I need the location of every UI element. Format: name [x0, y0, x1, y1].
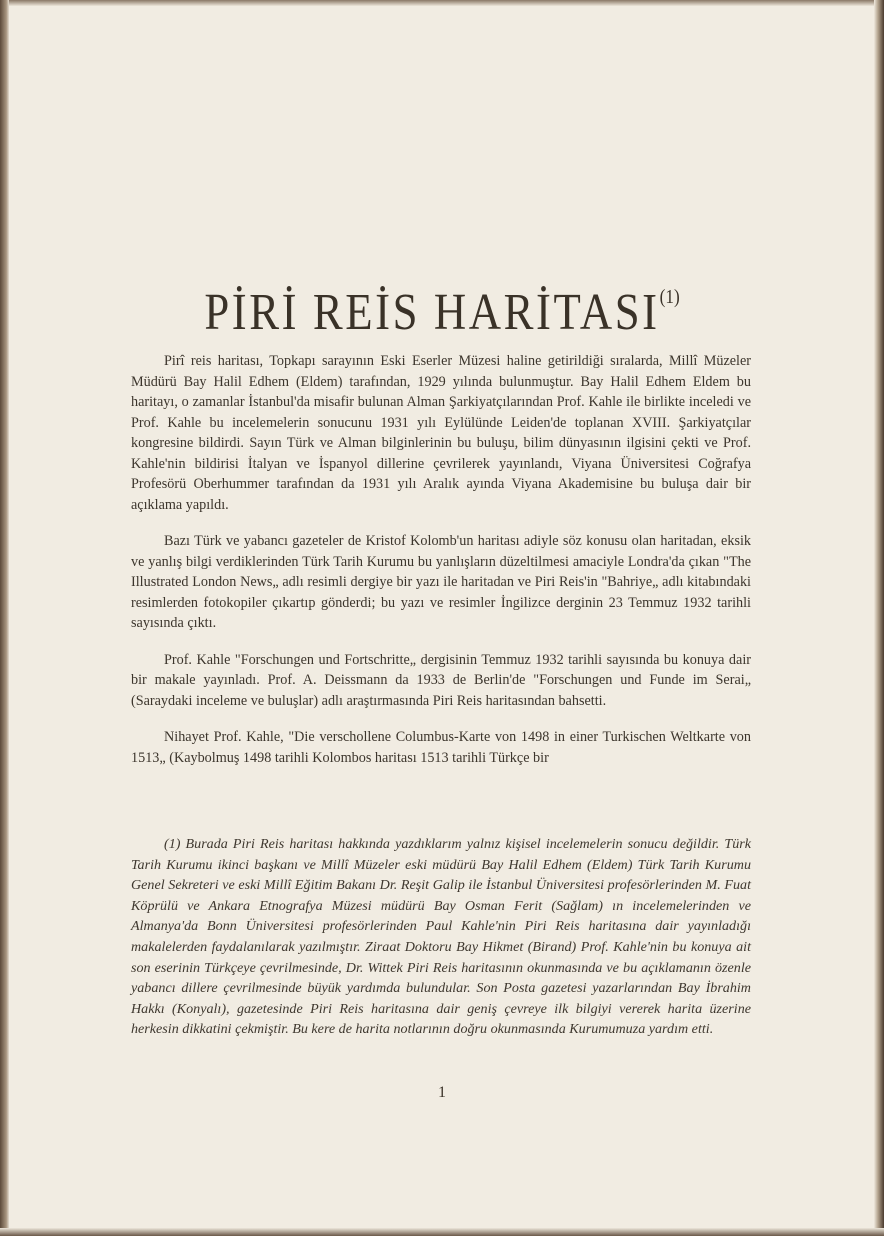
page-top-edge: [0, 0, 884, 6]
title-footnote-mark: (1): [659, 285, 680, 308]
page-right-edge: [874, 0, 884, 1236]
paragraph: Bazı Türk ve yabancı gazeteler de Kristof Kolomb'un haritası adiyle söz konusu olan haritadan, eksik ve yanlış bilgi verdiklerinden Türk Tarih Kurumu bu yanlışların düzeltilmesi amaciyle Londra'da çıkan "The Illustrated London News„ adlı resimli dergiye bir yazı ile haritadan ve Piri Reis'in "Bahriye„ adlı kitabındaki resimlerden fotokopiler çıkartıp gönderdi; bu yazı ve resimler İngilizce derginin 23 Temmuz 1932 tarihli sayısında çıktı.: [131, 533, 751, 631]
body-text: [131, 351, 751, 784]
page-number: 1: [438, 1084, 446, 1101]
paragraph: Pirî reis haritası, Topkapı sarayının Eski Eserler Müzesi haline getirildiği sıralarda, Millî Müzeler Müdürü Bay Halil Edhem (Eldem) tarafından, 1929 yılında bulunmuştur. Bay Halil Edhem Eldem bu haritayı, o zamanlar İstanbul'da misafir bulunan Alman Şarkiyatçılarından Prof. Kahle ile birlikte inceledi ve Prof. Kahle bu incelemelerin sonucunu 1931 yılı Eylülünde Leiden'de toplanan XVIII. Şarkiyatçılar kongresine bildirdi. Sayın Türk ve Alman bilginlerinin bu buluşu, bilim dünyasının ilgisini çekti ve Prof. Kahle'nin bildirisi İtalyan ve İspanyol dillerine çevrilerek yayınlandı, Viyana Üniversitesi Coğrafya Profesörü Oberhummer tarafından da 1931 yılı Aralık ayında Viyana Akademisine bu buluşa dair bir açıklama yapıldı.: [131, 353, 751, 513]
page-title-text: PİRİ REİS HARİTASI: [204, 283, 660, 341]
footnote: [131, 834, 751, 1040]
page-left-edge: [0, 0, 9, 1236]
footnote-text: (1) Burada Piri Reis haritası hakkında yazdıklarım yalnız kişisel incelemelerin sonucu değildir. Türk Tarih Kurumu ikinci başkanı ve Millî Müzeler eski müdürü Bay Halil Edhem (Eldem) Türk Tarih Kurumu Genel Sekreteri ve eski Millî Eğitim Bakanı Dr. Reşit Galip ile İstanbul Üniversitesi profesörlerinden M. Fuat Köprülü ve Ankara Etnografya Müzesi müdürü Bay Osman Ferit (Sağlam) ın incelemelerinden ve Almanya'da Bonn Üniversitesi profesörlerinden Paul Kahle'nin Piri Reis haritasına dair yayınladığı makalelerden faydalanılarak yazılmıştır. Ziraat Doktoru Bay Hikmet (Birand) Prof. Kahle'nin bu konuya ait son eserinin Türkçeye çevrilmesinde, Dr. Wittek Piri Reis haritasının okunmasında ve bu açıklamanın özenle yabancı dillere çevrilmesinde büyük yardımda bulundular. Son Posta gazetesi yazarlarından Bay İbrahim Hakkı (Konyalı), gazetesinde Piri Reis haritasına dair geniş çevreye ilk bilgiyi vererek harita üzerine herkesin dikkatini çekmiştir. Bu kere de harita notlarının doğru okunmasında Kurumumuza yardım etti.: [131, 836, 751, 1038]
page-bottom-edge: [0, 1228, 884, 1236]
page-title: [62, 283, 822, 342]
paragraph: Prof. Kahle "Forschungen und Fortschritte„ dergisinin Temmuz 1932 tarihli sayısında bu konuya dair bir makale yayınladı. Prof. A. Deissmann da 1933 de Berlin'de "Forschungen und Funde im Serai„ (Saraydaki inceleme ve buluşlar) adlı araştırmasında Piri Reis haritasından bahsetti.: [131, 651, 751, 709]
paragraph: Nihayet Prof. Kahle, "Die verschollene Columbus-Karte von 1498 in einer Turkischen Weltkarte von 1513„ (Kaybolmuş 1498 tarihli Kolombos haritası 1513 tarihli Türkçe bir: [131, 729, 751, 766]
